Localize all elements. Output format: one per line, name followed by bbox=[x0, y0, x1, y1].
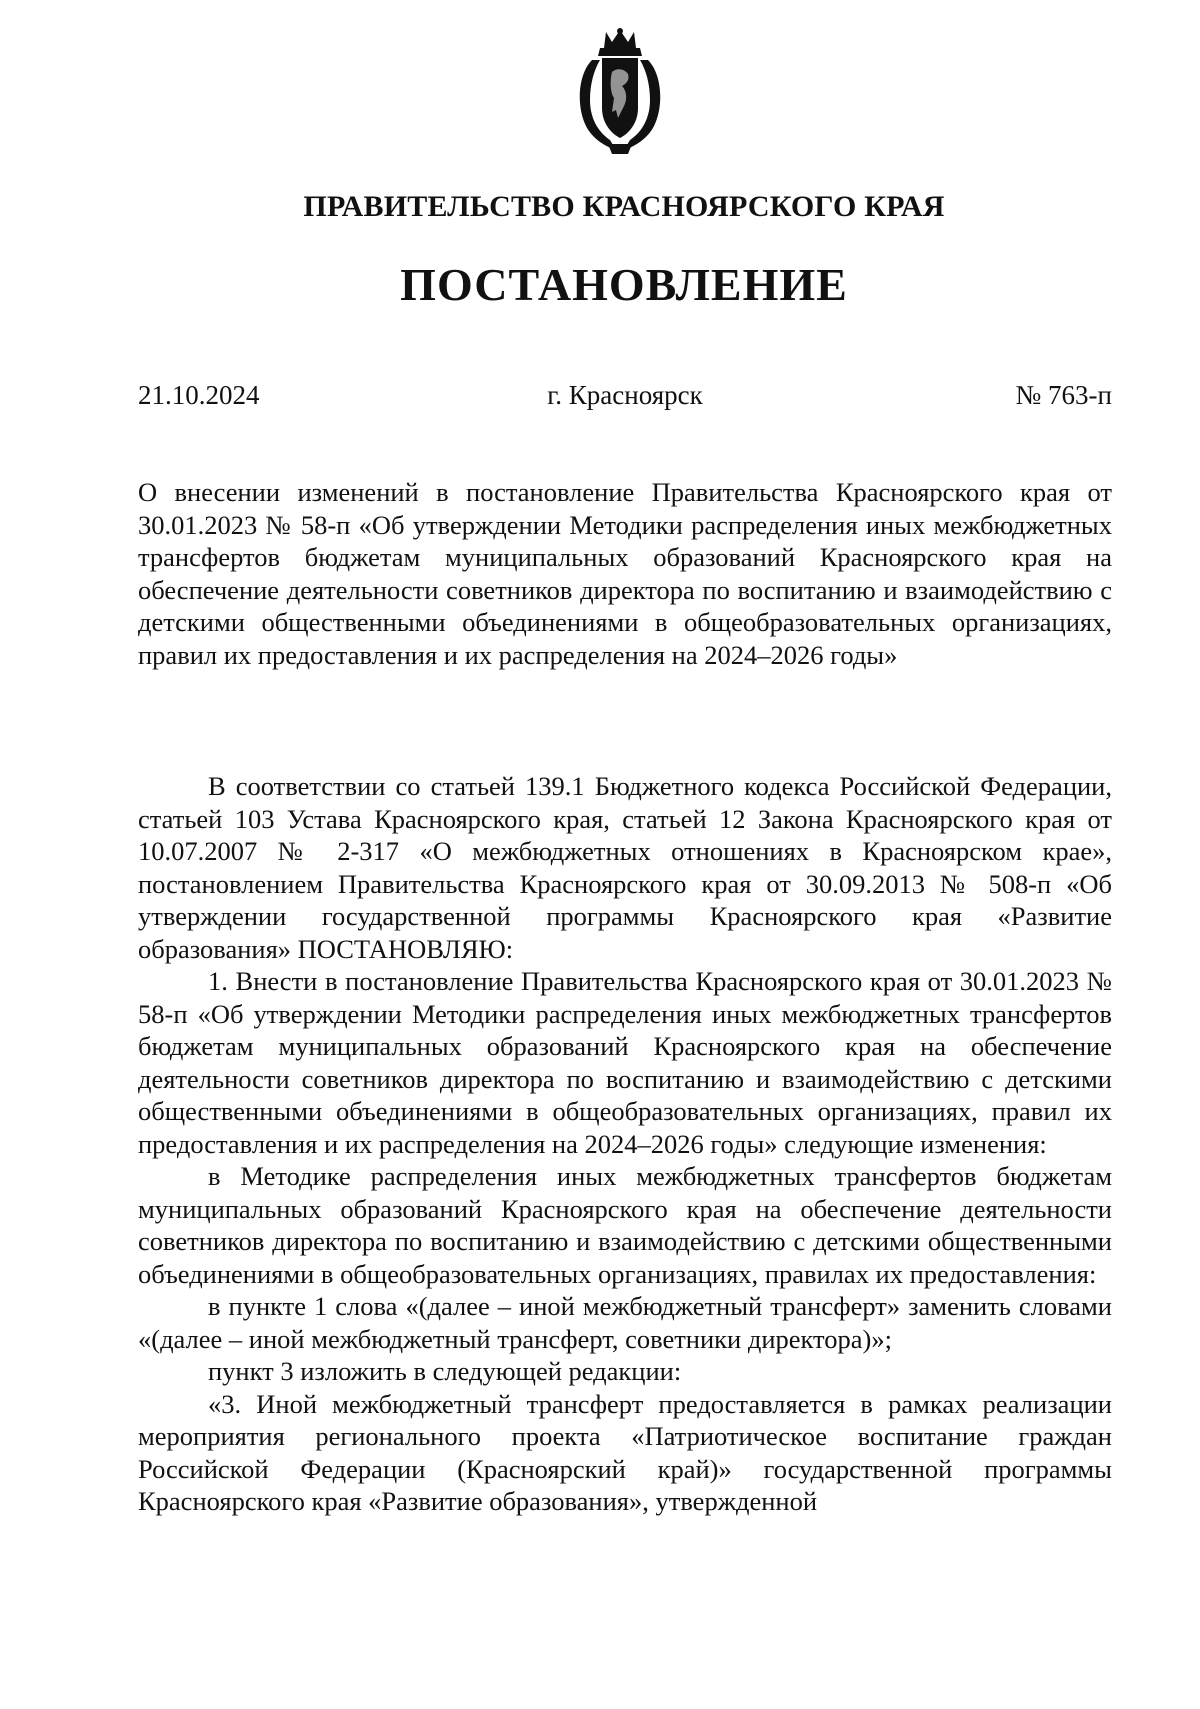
coat-of-arms-emblem bbox=[570, 28, 670, 156]
body-paragraph: В соответствии со статьей 139.1 Бюджетного кодекса Российской Федерации, статьей 103 Устава Красноярского края, статьей 12 Закона Красноярского края от 10.07.2007 № 2-317 «О межбюджетных отношениях в Красноярском крае», постановлением Правительства Красноярского края от 30.09.2013 № 508-п «Об утверждении государственной программы Красноярского края «Развитие образования» ПОСТАНОВЛЯЮ: bbox=[138, 771, 1112, 964]
document-number: № 763-п bbox=[1015, 380, 1112, 410]
organization-title: ПРАВИТЕЛЬСТВО КРАСНОЯРСКОГО КРАЯ bbox=[303, 190, 945, 223]
document-body bbox=[138, 770, 1112, 1518]
document-subject: О внесении изменений в постановление Правительства Красноярского края от 30.01.2023 № 58-п «Об утверждении Методики распределения иных межбюджетных трансфертов бюджетам муниципальных образований Красноярского края на обеспечение деятельности советников директора по воспитанию и взаимодействию с детскими общественными объединениями в общеобразовательных организациях, правил их предоставления и их распределения на 2024–2026 годы» bbox=[138, 477, 1112, 670]
document-meta-row bbox=[138, 380, 1112, 420]
body-paragraph: в пункте 1 слова «(далее – иной межбюджетный трансферт» заменить словами «(далее – иной межбюджетный трансферт, советники директора)»; bbox=[138, 1291, 1112, 1354]
body-paragraph: в Методике распределения иных межбюджетных трансфертов бюджетам муниципальных образований Красноярского края на обеспечение деятельности советников директора по воспитанию и взаимодействию с детскими общественными объединениями в общеобразовательных организациях, правилах их предоставления: bbox=[138, 1161, 1112, 1289]
document-date: 21.10.2024 bbox=[138, 380, 260, 410]
document-type-title: ПОСТАНОВЛЕНИЕ bbox=[400, 259, 848, 310]
document-city: г. Красноярск bbox=[547, 380, 703, 410]
body-paragraph: пункт 3 изложить в следующей редакции: bbox=[208, 1356, 682, 1386]
body-paragraph: 1. Внести в постановление Правительства Красноярского края от 30.01.2023 № 58-п «Об утверждении Методики распределения иных межбюджетных трансфертов бюджетам муниципальных образований Красноярского края на обеспечение деятельности советников директора по воспитанию и взаимодействию с детскими общественными объединениями в общеобразовательных организациях, правил их предоставления и их распределения на 2024–2026 годы» следующие изменения: bbox=[138, 966, 1112, 1159]
body-paragraph: «3. Иной межбюджетный трансферт предоставляется в рамках реализации мероприятия регионального проекта «Патриотическое воспитание граждан Российской Федерации (Красноярский край)» государственной программы Красноярского края «Развитие образования», утвержденной bbox=[138, 1388, 1112, 1516]
